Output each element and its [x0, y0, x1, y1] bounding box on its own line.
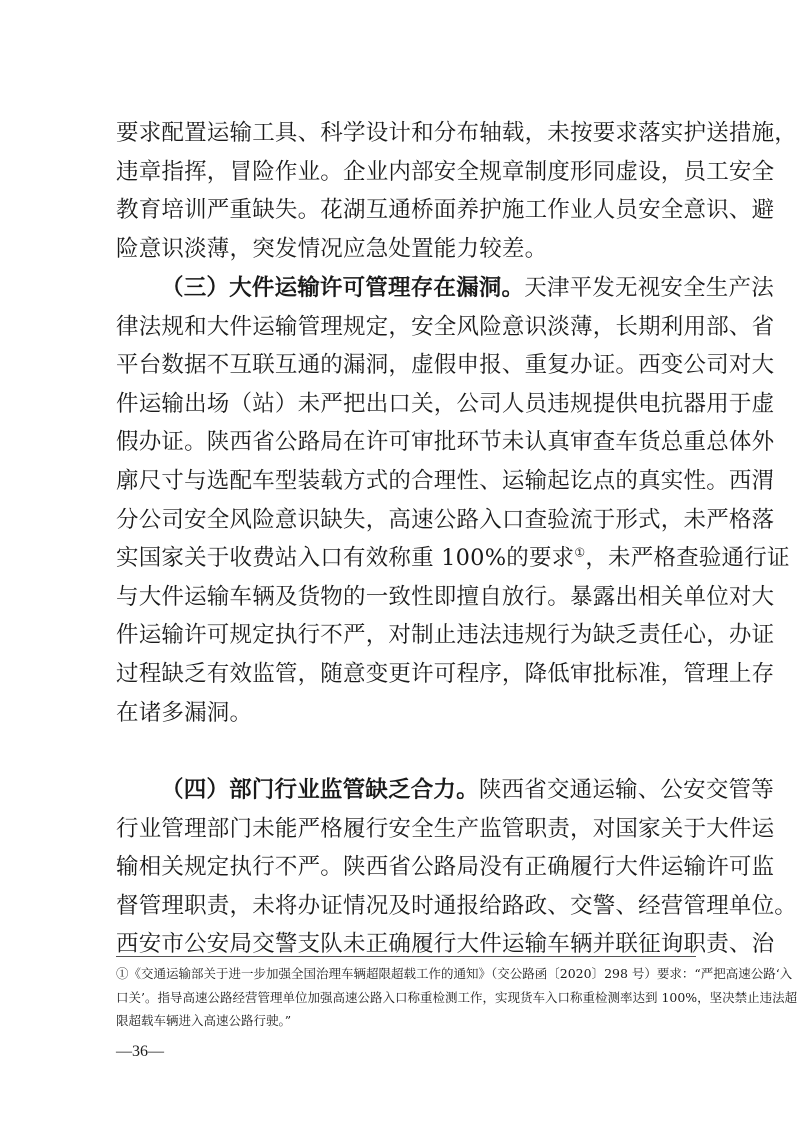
text-line: 廓尺寸与选配车型装载方式的合理性、运输起讫点的真实性。西渭	[116, 467, 775, 494]
text-segment: 实国家关于收费站入口有效称重 100%的要求	[116, 545, 575, 572]
text-line	[116, 269, 774, 308]
footnote	[116, 962, 798, 1033]
text-line	[116, 539, 790, 578]
paragraph-2	[116, 269, 790, 732]
text-line: 西安市公安局交警支队未正确履行大件运输车辆并联征询职责、治	[116, 931, 775, 958]
section-heading-4: （四）部门行业监管缺乏合力。	[161, 777, 479, 803]
text-line: 件运输出场（站）未严把出口关，公司人员违规提供电抗器用于虚	[116, 390, 775, 417]
text-line: 行业管理部门未能严格履行安全生产监管职责，对国家关于大件运	[116, 815, 775, 842]
footnote-line: 限超载车辆进入高速公路行驶。”	[116, 1013, 292, 1028]
text-line: 要求配置运输工具、科学设计和分布轴载，未按要求落实护送措施，	[116, 120, 798, 146]
text-line: 律法规和大件运输管理规定，安全风险意识淡薄，长期利用部、省	[116, 313, 775, 340]
text-line: 分公司安全风险意识缺失，高速公路入口查验流于形式，未严格落	[116, 506, 775, 533]
text-line: 假办证。陕西省公路局在许可审批环节未认真审查车货总重总体外	[116, 429, 775, 456]
text-line: 过程缺乏有效监管，随意变更许可程序，降低审批标准，管理上存	[116, 660, 775, 687]
text-segment: ，未严格查验通行证	[585, 545, 790, 572]
text-line: 险意识淡薄，突发情况应急处置能力较差。	[116, 235, 548, 262]
footnote-reference[interactable]: ①	[574, 545, 586, 560]
section-heading-3: （三）大件运输许可管理存在漏洞。	[161, 275, 525, 301]
text-line: 督管理职责，未将办证情况及时通报给路政、交警、经营管理单位。	[116, 892, 798, 919]
text-line: 与大件运输车辆及货物的一致性即擅自放行。暴露出相关单位对大	[116, 583, 775, 610]
paragraph-1	[116, 114, 798, 268]
text-line: 违章指挥，冒险作业。企业内部安全规章制度形同虚设，员工安全	[116, 158, 775, 185]
text-line: 平台数据不互联互通的漏洞，虚假申报、重复办证。西变公司对大	[116, 352, 775, 379]
text-line: 教育培训严重缺失。花湖互通桥面养护施工作业人员安全意识、避	[116, 197, 775, 224]
text-segment: 天津平发无视安全生产法	[524, 275, 774, 301]
footnote-divider	[116, 956, 696, 957]
footnote-line: 口关’。指导高速公路经营管理单位加强高速公路入口称重检测工作，实现货车入口称重检测率达到 100%，坚决禁止违法超	[116, 989, 798, 1005]
text-line	[116, 771, 774, 810]
paragraph-3	[116, 771, 798, 964]
footnote-line: ①《交通运输部关于进一步加强全国治理车辆超限超载工作的通知》（交公路函〔2020〕298 号）要求：“严把高速公路‘入	[116, 966, 793, 981]
text-line: 输相关规定执行不严。陕西省公路局没有正确履行大件运输许可监	[116, 854, 775, 881]
text-line: 件运输许可规定执行不严，对制止违法违规行为缺乏责任心，办证	[116, 622, 775, 649]
page-number: —36—	[116, 1043, 164, 1060]
text-segment: 陕西省交通运输、公安交管等	[478, 777, 774, 803]
text-line: 在诸多漏洞。	[116, 699, 253, 726]
